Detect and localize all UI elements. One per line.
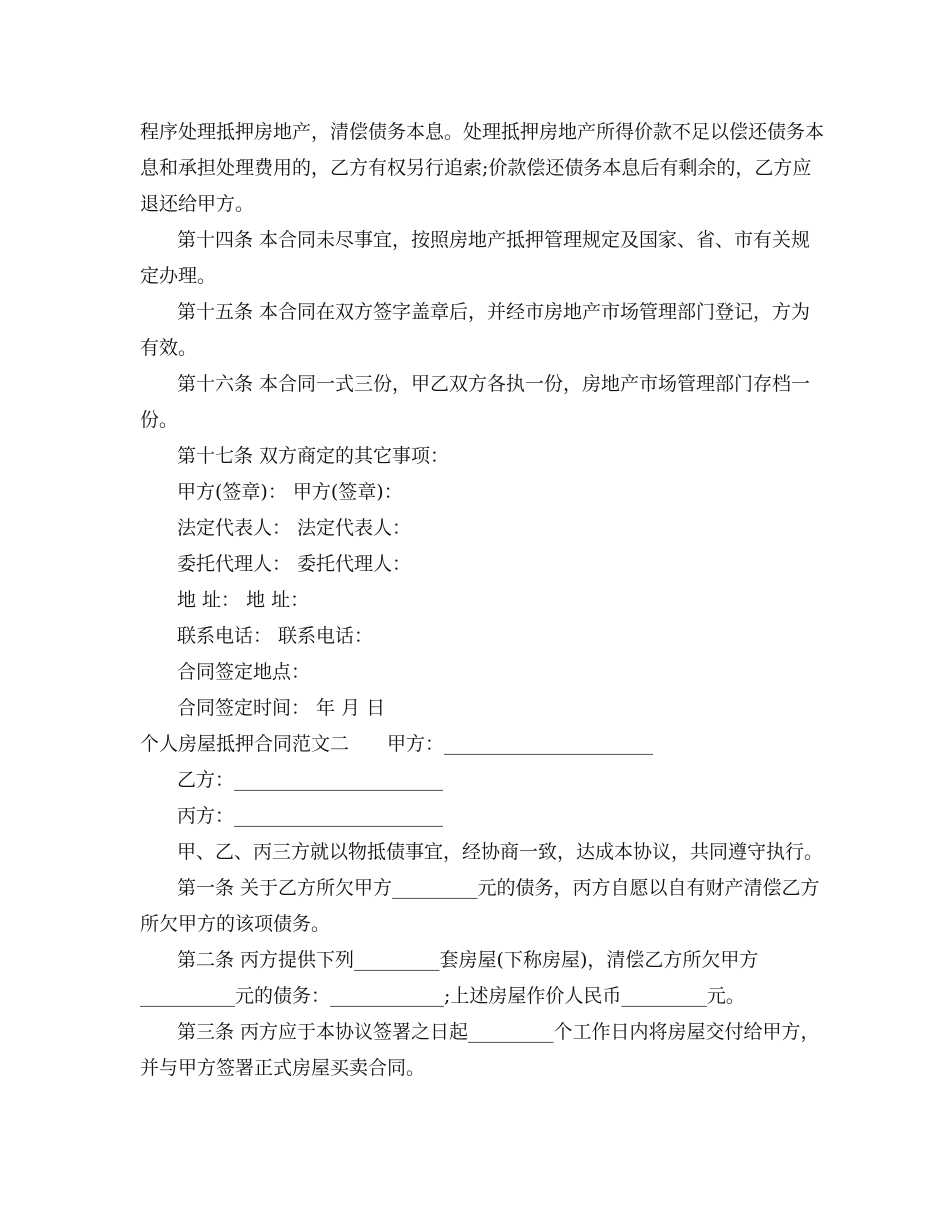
legal-representative: 法定代表人： 法定代表人： (177, 517, 412, 539)
text-line: 定办理。 (140, 265, 217, 287)
article-15: 第十五条 本合同在双方签字盖章后，并经市房地产市场管理部门登记，方为 (177, 301, 811, 323)
text-line: 程序处理抵押房地产，清偿债务本息。处理抵押房地产所得价款不足以偿还债务本 (140, 121, 825, 143)
text-line: 息和承担处理费用的，乙方有权另行追索;价款偿还债务本息后有剩余的，乙方应 (140, 157, 812, 179)
signature-party-a: 甲方(签章)： 甲方(签章)： (177, 481, 403, 503)
signing-place: 合同签定地点： (177, 661, 311, 683)
address-field: 地 址： 地 址： (177, 589, 310, 611)
party-c-field: 丙方：______________________ (177, 805, 444, 827)
article-2: 第二条 丙方提供下列_________套房屋(下称房屋)，清偿乙方所欠甲方 (177, 949, 759, 971)
article-3: 第三条 丙方应于本协议签署之日起_________个工作日内将房屋交付给甲方， (177, 1021, 820, 1043)
article-16: 第十六条 本合同一式三份，甲乙双方各执一份，房地产市场管理部门存档一 (177, 373, 811, 395)
authorized-agent: 委托代理人： 委托代理人： (177, 553, 412, 575)
text-line: __________元的债务：____________;上述房屋作价人民币_________元。 (140, 985, 745, 1007)
text-line: 并与甲方签署正式房屋买卖合同。 (140, 1057, 426, 1079)
document-body (140, 114, 825, 1086)
article-1: 第一条 关于乙方所欠甲方_________元的债务，丙方自愿以自有财产清偿乙方 (177, 877, 820, 899)
article-14: 第十四条 本合同未尽事宜，按照房地产抵押管理规定及国家、省、市有关规 (177, 229, 811, 251)
section-title-party-a: 个人房屋抵押合同范文二 甲方：______________________ (140, 733, 654, 755)
text-line: 所欠甲方的该项债务。 (140, 913, 331, 935)
text-line: 份。 (140, 409, 179, 431)
contact-phone: 联系电话： 联系电话： (177, 625, 374, 647)
signing-date: 合同签定时间： 年 月 日 (177, 697, 386, 719)
text-line: 退还给甲方。 (140, 193, 255, 215)
text-line: 有效。 (140, 337, 198, 359)
party-b-field: 乙方：______________________ (177, 769, 444, 791)
agreement-intro: 甲、乙、丙三方就以物抵债事宜，经协商一致，达成本协议，共同遵守执行。 (177, 841, 824, 863)
article-17: 第十七条 双方商定的其它事项： (177, 445, 450, 467)
